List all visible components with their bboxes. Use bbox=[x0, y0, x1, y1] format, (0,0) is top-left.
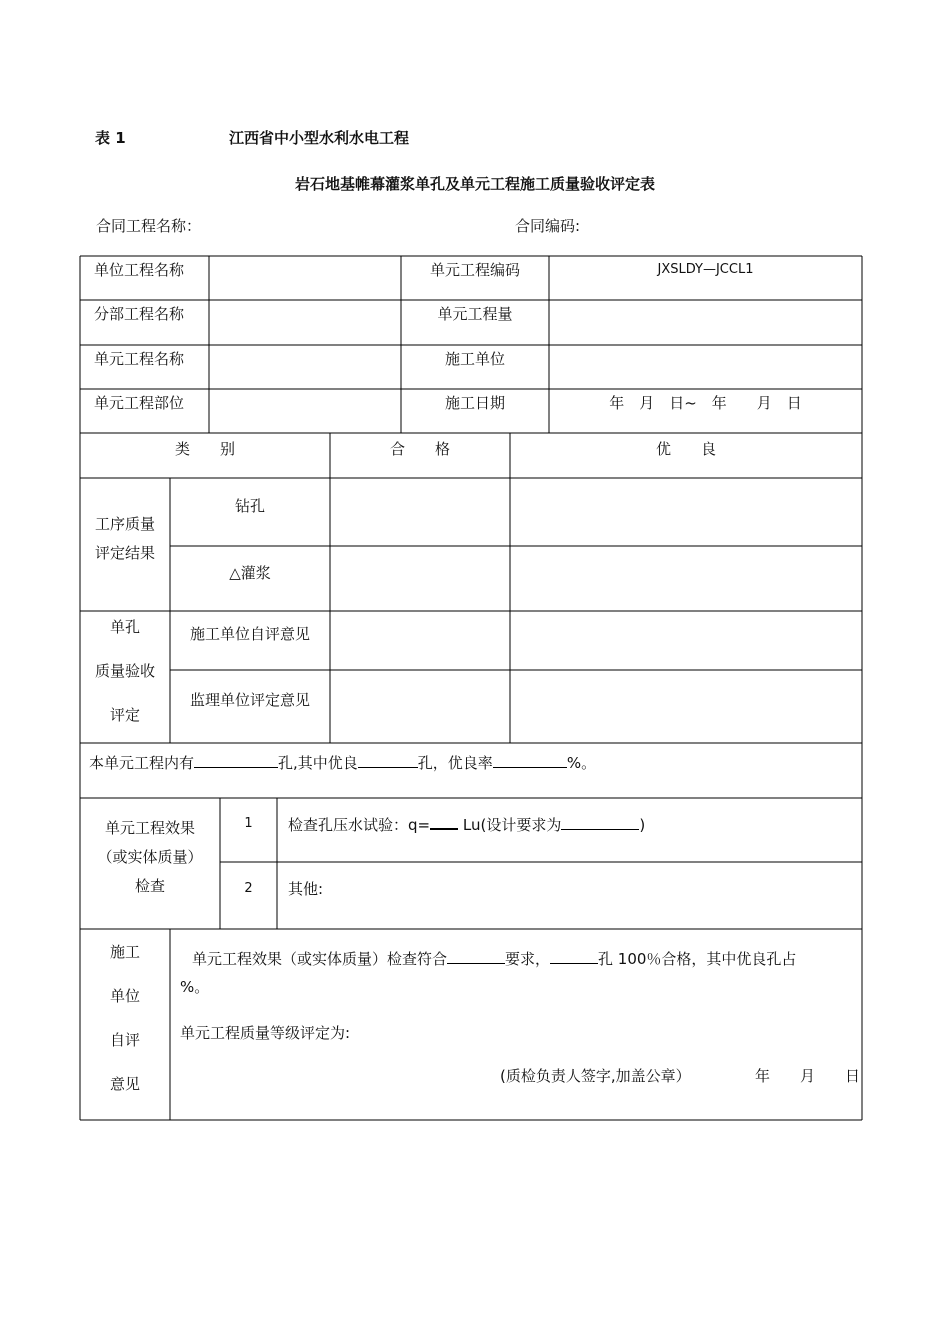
q-value-blank[interactable] bbox=[430, 814, 458, 830]
conformance-percent: %。 bbox=[180, 978, 210, 996]
effect-check-label-line2: （或实体质量） bbox=[97, 848, 203, 866]
element-location-label: 单元工程部位 bbox=[94, 394, 185, 412]
contractor-eval-label-line2: 单位 bbox=[109, 987, 140, 1005]
pressure-test-text-1: 检查孔压水试验：q= bbox=[288, 816, 431, 834]
element-quantity-label: 单元工程量 bbox=[437, 305, 513, 323]
conformance-text-2: 要求， bbox=[505, 950, 551, 968]
single-hole-label-line2: 质量验收 bbox=[94, 662, 155, 680]
effect-item-2-number: 2 bbox=[244, 881, 253, 896]
process-quality-label-line1: 工序质量 bbox=[94, 515, 155, 533]
qualified-header: 合 格 bbox=[389, 440, 450, 458]
pressure-test-text-2: Lu(设计要求为 bbox=[462, 816, 562, 834]
division-project-name-label: 分部工程名称 bbox=[94, 305, 185, 323]
other-checks-label: 其他: bbox=[288, 880, 324, 898]
total-holes-blank[interactable] bbox=[194, 753, 278, 768]
summary-text-2: 孔,其中优良 bbox=[278, 754, 358, 772]
pressure-test-text-3: ) bbox=[639, 816, 646, 834]
single-hole-label-line3: 评定 bbox=[109, 706, 140, 724]
organization-title: 江西省中小型水利水电工程 bbox=[229, 129, 410, 147]
single-hole-label-line1: 单孔 bbox=[109, 618, 140, 636]
contract-code-label: 合同编码: bbox=[515, 217, 581, 235]
element-code-label: 单元工程编码 bbox=[429, 261, 520, 279]
excellent-rate-blank[interactable] bbox=[493, 753, 567, 768]
quality-grade-line: 单元工程质量等级评定为: bbox=[180, 1024, 351, 1042]
excellent-holes-blank[interactable] bbox=[358, 753, 418, 768]
conformance-text-3: 孔 100％合格，其中优良孔占 bbox=[598, 950, 797, 968]
summary-text-4: %。 bbox=[566, 754, 597, 772]
design-requirement-blank[interactable] bbox=[561, 815, 639, 830]
signature-date: 年 月 日 bbox=[755, 1067, 861, 1085]
contractor-eval-label-line1: 施工 bbox=[109, 943, 140, 961]
category-header: 类 别 bbox=[174, 440, 235, 458]
pressure-test-line bbox=[288, 814, 645, 835]
contractor-eval-label-line4: 意见 bbox=[109, 1075, 140, 1093]
effect-check-label-line3: 检查 bbox=[134, 877, 165, 895]
drilling-label: 钻孔 bbox=[234, 497, 265, 515]
construction-date-value: 年 月 日~ 年 月 日 bbox=[609, 394, 802, 412]
table-number: 表 1 bbox=[95, 129, 126, 147]
unit-project-name-label: 单位工程名称 bbox=[94, 261, 185, 279]
hole-summary-line bbox=[89, 753, 596, 773]
process-quality-label-line2: 评定结果 bbox=[94, 544, 155, 562]
qualified-holes-blank[interactable] bbox=[550, 949, 598, 964]
contractor-label: 施工单位 bbox=[444, 350, 505, 368]
summary-text-1: 本单元工程内有 bbox=[89, 754, 195, 772]
effect-item-1-number: 1 bbox=[244, 816, 253, 831]
contractor-eval-label-line3: 自评 bbox=[109, 1031, 140, 1049]
excellent-header: 优 良 bbox=[655, 440, 716, 458]
contractor-self-eval-label: 施工单位自评意见 bbox=[189, 625, 310, 643]
form-title: 岩石地基帷幕灌浆单孔及单元工程施工质量验收评定表 bbox=[294, 175, 655, 193]
summary-text-3: 孔，优良率 bbox=[417, 754, 493, 772]
construction-date-label: 施工日期 bbox=[444, 394, 505, 412]
contract-name-label: 合同工程名称： bbox=[96, 217, 202, 235]
grouting-label: △灌浆 bbox=[229, 564, 271, 582]
element-project-name-label: 单元工程名称 bbox=[94, 350, 185, 368]
signature-note: (质检负责人签字,加盖公章） bbox=[500, 1067, 691, 1085]
effect-check-label-line1: 单元工程效果 bbox=[104, 819, 195, 837]
supervisor-eval-label: 监理单位评定意见 bbox=[189, 691, 310, 709]
element-code-value: JXSLDY—JCCL1 bbox=[657, 262, 754, 277]
requirement-blank[interactable] bbox=[447, 949, 505, 964]
effect-conformance-line bbox=[192, 949, 796, 969]
conformance-text-1: 单元工程效果（或实体质量）检查符合 bbox=[192, 950, 448, 968]
